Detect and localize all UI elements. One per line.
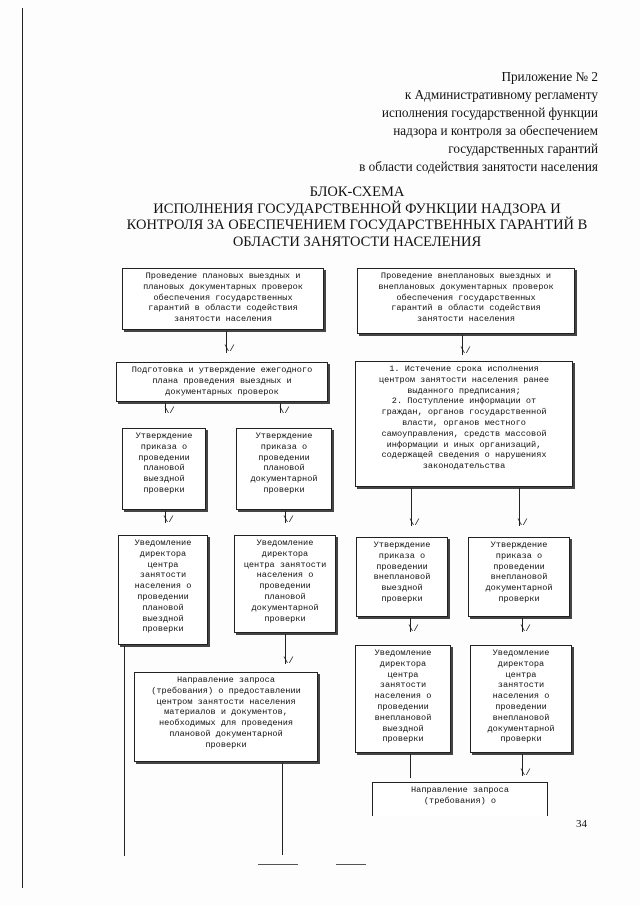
scan-artifact-line [258,864,298,865]
arrow-down: \/ [283,515,294,525]
order-planned-onsite-box: Утверждение приказа о проведении плановой выездной проверки [122,428,206,510]
order-unplanned-documentary-box: Утверждение приказа о проведении внеплановой документарной проверки [468,537,570,617]
arrow-down: \/ [520,624,531,634]
connector-line [124,646,125,856]
appendix-line: государственных гарантий [448,141,598,156]
arrow-down: \/ [460,346,471,356]
unplanned-grounds-box: 1. Истечение срока исполнения центром занятости населения ранее выданного предписания; 2. Поступление информации от граждан, органов государственной власти, органов местного самоуправления, средств массовой информации и иных организаций, содержащей сведения о нарушениях законодательства [355,361,573,487]
arrow-down: \/ [279,406,290,416]
arrow-down: \/ [517,518,528,528]
arrow-down: \/ [163,515,174,525]
request-unplanned-box: Направление запроса (требования) о [372,782,548,816]
appendix-line: к Административному регламенту [404,87,598,102]
arrow-down: \/ [520,768,531,778]
notify-planned-documentary-box: Уведомление директора центра занятости населения о проведении плановой документарной проверки [234,535,336,633]
request-planned-box: Направление запроса (требования) о предоставлении центром занятости населения материалов и документов, необходимых для проведения плановой документарной проверки [134,672,318,762]
notify-unplanned-onsite-box: Уведомление директора центра занятости населения о проведении внеплановой выездной проверки [355,645,451,753]
appendix-line: в области содействия занятости населения [359,159,598,174]
title-line: БЛОК-СХЕМА [309,184,405,200]
title-line: ОБЛАСТИ ЗАНЯТОСТИ НАСЕЛЕНИЯ [232,233,482,250]
notify-unplanned-documentary-box: Уведомление директора центра занятости населения о проведении внеплановой документарной проверки [470,645,572,753]
scan-artifact-line [336,864,366,865]
connector-line [410,754,411,778]
arrow-down: \/ [224,344,235,354]
title-line: КОНТРОЛЯ ЗА ОБЕСПЕЧЕНИЕМ ГОСУДАРСТВЕННЫХ ГАРАНТИЙ В [126,217,588,233]
arrow-down: \/ [283,656,294,666]
arrow-down: \/ [409,518,420,528]
connector-line [282,763,283,855]
order-planned-documentary-box: Утверждение приказа о проведении плановой документарной проверки [236,428,332,510]
order-unplanned-onsite-box: Утверждение приказа о проведении внеплановой выездной проверки [356,537,448,617]
page-number: 34 [576,818,587,830]
appendix-line: исполнения государственной функции [381,105,598,120]
title-line: ИСПОЛНЕНИЯ ГОСУДАРСТВЕННОЙ ФУНКЦИИ НАДЗОРА И [153,200,561,217]
appendix-line: надзора и контроля за обеспечением [393,123,598,138]
notify-planned-onsite-box: Уведомление директора центра занятости населения о проведении плановой выездной проверки [118,535,208,645]
annual-plan-box: Подготовка и утверждение ежегодного плана проведения выездных и документарных проверок [116,362,328,402]
unplanned-inspections-box: Проведение внеплановых выездных и внеплановых документарных проверок обеспечения государственных гарантий в области содействия занятости населения [357,268,575,334]
appendix-header [268,68,598,176]
binding-margin-line [22,8,23,888]
planned-inspections-box: Проведение плановых выездных и плановых документарных проверок обеспечения государственных гарантий в области содействия занятости населения [122,268,324,330]
arrow-down: \/ [164,406,175,416]
appendix-line: Приложение № 2 [501,69,598,84]
arrow-down: \/ [408,624,419,634]
document-title [112,184,602,250]
